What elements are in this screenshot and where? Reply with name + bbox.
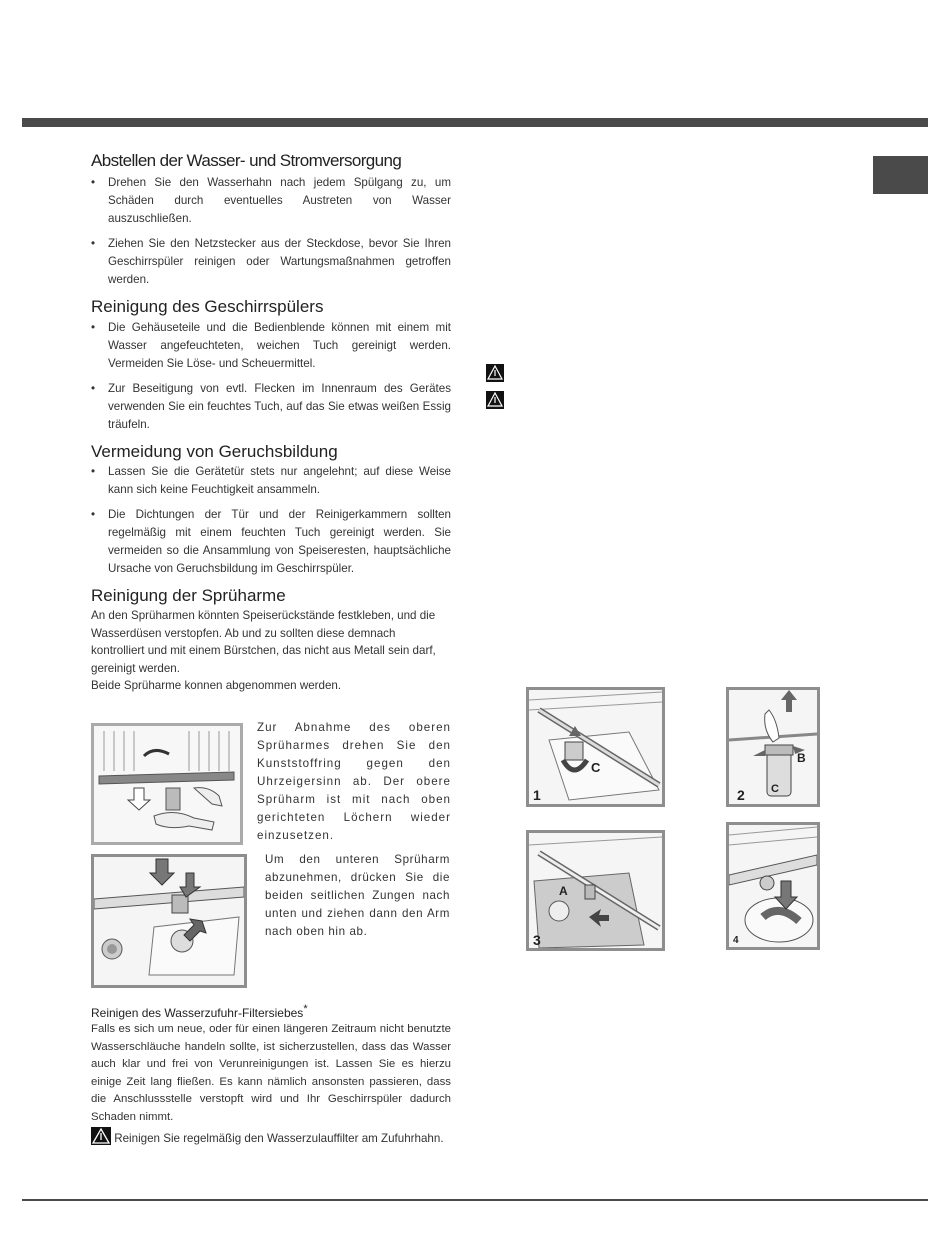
filter-figure-4 (726, 822, 820, 950)
filter-figure-3 (526, 830, 665, 951)
section-spray-arms (91, 585, 451, 695)
filter-illustration-2 (729, 690, 817, 804)
bottom-rule (22, 1199, 928, 1201)
filter-illustration-1 (529, 690, 662, 804)
upper-spray-arm-text: Zur Abnahme des oberen Sprüharmes drehen Sie den Kunststoffring gegen den Uhrzeigersinn ab. Der obere Sprüharm ist mit nach oben gerichteten Löchern wieder einzusetzen. (257, 721, 451, 842)
figure-label: B (797, 751, 806, 765)
filter-illustration-4 (729, 825, 817, 947)
filter-figure-1 (526, 687, 665, 807)
filter-warning (91, 1127, 451, 1148)
top-rule (22, 118, 928, 127)
figure-number: 3 (533, 932, 541, 948)
list-item: • Die Gehäuseteile und die Bedienblende können mit einem mit Wasser angefeuchteten, weichen Tuch gereinigt werden. Vermeiden Sie Löse- und Scheuermittel. (91, 319, 451, 373)
warning-icon (486, 364, 504, 382)
section-heading: Reinigung der Sprüharme (91, 586, 286, 605)
filter-body: Falls es sich um neue, oder für einen längeren Zeitraum nicht benutzte Wasserschläuche handeln sollte, ist sicherzustellen, dass das Wasser auch klar und frei von Verunreinigungen ist. Lassen Sie es hierzu einige Zeit lang fließen. Es kann nämlich ansonsten passieren, dass die Anschlussstelle verstopft wird und Ihr Geschirrspüler dadurch Schaden nimmt. (91, 1023, 451, 1123)
section-heading: Vermeidung von Geruchsbildung (91, 442, 338, 461)
filter-figure-2 (726, 687, 820, 807)
warning-icon (91, 1127, 111, 1145)
warning-text: Reinigen Sie regelmäßig den Wasserzulauffilter am Zufuhrhahn. (114, 1132, 444, 1145)
list-item: • Die Dichtungen der Tür und der Reinigerkammern sollten regelmäßig mit einem feuchten Tuch gereinigt werden. Sie vermeiden so die Ansammlung von Speiseresten, hauptsächliche Ursache von Geruchsbildung im Geschirrspüler. (91, 506, 451, 578)
section-odor (91, 441, 451, 578)
filter-illustration-3 (529, 833, 662, 948)
figure-label: C (771, 783, 779, 795)
lower-spray-arm-figure (91, 854, 247, 988)
lower-spray-arm-illustration (94, 857, 244, 985)
lower-spray-arm-text: Um den unteren Sprüharm abzunehmen, drücken Sie die beiden seitlichen Zungen nach unten und ziehen dann den Arm nach oben hin ab. (265, 853, 450, 938)
list-item: • Lassen Sie die Gerätetür stets nur angelehnt; auf diese Weise kann sich keine Feuchtigkeit ansammeln. (91, 463, 451, 499)
paragraph: Beide Sprüharme konnen abgenommen werden. (91, 679, 342, 692)
list-item: • Ziehen Sie den Netzstecker aus der Steckdose, bevor Sie Ihren Geschirrspüler reinigen oder Wartungsmaßnahmen getroffen werden. (91, 235, 451, 289)
filter-heading-text: Reinigen des Wasserzufuhr-Filtersiebes (91, 1006, 304, 1020)
figure-number: 1 (533, 787, 541, 803)
language-tab (873, 156, 928, 194)
paragraph: An den Sprüharmen könnten Speiserückstände festkleben, und die Wasserdüsen verstopfen. Ab und zu sollten diese demnach kontrolliert und mit einem Bürstchen, das nicht aus Metall sein darf, gereinigt werden. (91, 609, 436, 675)
figure-label: C (591, 760, 601, 775)
list-item: • Zur Beseitigung von evtl. Flecken im Innenraum des Gerätes verwenden Sie ein feuchtes Tuch, auf das Sie etwas weißen Essig träufeln. (91, 380, 451, 434)
list-item: • Drehen Sie den Wasserhahn nach jedem Spülgang zu, um Schäden durch eventuelles Austreten von Wasser auszuschließen. (91, 174, 451, 228)
figure-label: A (559, 884, 568, 898)
upper-spray-arm-illustration (94, 726, 240, 842)
figure-number: 2 (737, 787, 745, 803)
warning-icon (486, 391, 504, 409)
section-heading: Abstellen der Wasser- und Stromversorgung (91, 151, 402, 170)
left-column (91, 150, 451, 695)
asterisk: * (303, 1003, 308, 1015)
section-cleaning (91, 296, 451, 434)
upper-spray-arm-figure (91, 723, 243, 845)
figure-number: 4 (733, 935, 739, 946)
section-heading: Reinigung des Geschirrspülers (91, 297, 324, 316)
filter-heading (91, 1003, 308, 1020)
section-water-power (91, 150, 451, 289)
